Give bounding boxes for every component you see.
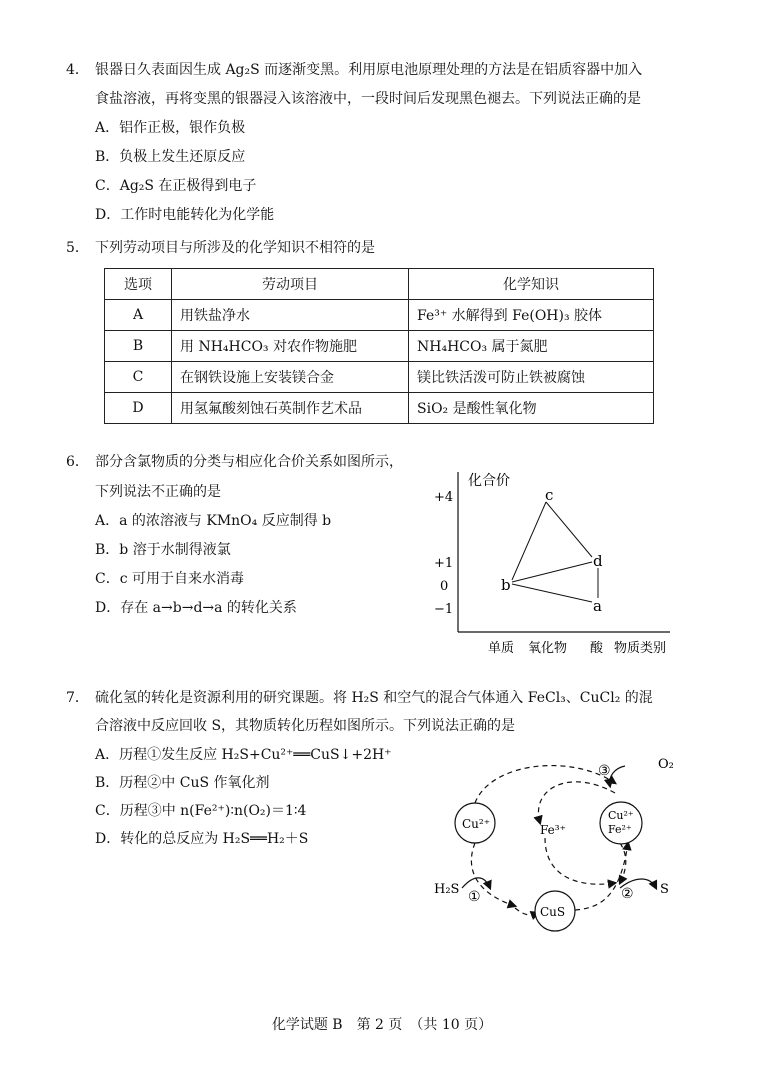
cycle-arrow-right: [620, 843, 626, 883]
s-label: S: [660, 882, 669, 897]
q4-option-b: B．负极上发生还原反应: [95, 149, 246, 165]
q4-option-a: A．铝作正极，银作负极: [95, 120, 246, 136]
table-cell: NH₄HCO₃ 属于氮肥: [409, 331, 654, 362]
step1-label: ①: [468, 889, 481, 905]
q7-option-c: C．历程③中 n(Fe²⁺)∶n(O₂)＝1∶4: [95, 803, 307, 819]
table-cell: Fe³⁺ 水解得到 Fe(OH)₃ 胶体: [409, 300, 654, 331]
q7-option-b: B．历程②中 CuS 作氧化剂: [95, 775, 270, 791]
fe2-label: Fe²⁺: [608, 823, 632, 836]
line-b-d: [512, 562, 592, 582]
q4-option-d: D．工作时电能转化为化学能: [95, 207, 275, 223]
point-b-label: b: [501, 576, 511, 594]
x-tick-label: 物质类别: [614, 641, 667, 656]
table-row: [105, 393, 654, 424]
table-cell: 用 NH₄HCO₃ 对农作物施肥: [172, 331, 409, 362]
conversion-diagram: [420, 748, 690, 943]
point-c-label: c: [545, 486, 554, 504]
o2-input-arrow: [610, 766, 625, 786]
cu2-label-2: Cu²⁺: [608, 809, 634, 822]
cus-label: CuS: [540, 905, 566, 919]
y-tick-label: 0: [440, 579, 449, 594]
table-row: [105, 331, 654, 362]
q6-option-b: B．b 溶于水制得液氯: [95, 542, 231, 558]
q6-option-d: D．存在 a→b→d→a 的转化关系: [95, 600, 297, 616]
q4-stem-line1: 银器日久表面因生成 Ag₂S 而逐渐变黑。利用原电池原理处理的方法是在铝质容器中加入: [95, 62, 643, 78]
q5-number: 5．: [66, 240, 89, 256]
table-cell: A: [105, 300, 172, 331]
table-header: 选项: [105, 269, 172, 300]
cu2-label: Cu²⁺: [462, 817, 491, 831]
table-cell: D: [105, 393, 172, 424]
o2-label: O₂: [658, 757, 674, 772]
q4-number: 4．: [66, 62, 89, 78]
q6-stem-line2: 下列说法不正确的是: [95, 484, 221, 500]
q5-table: [104, 268, 654, 424]
table-cell: 镁比铁活泼可防止铁被腐蚀: [409, 362, 654, 393]
table-cell: 用铁盐净水: [172, 300, 409, 331]
table-cell: 用氢氟酸刻蚀石英制作艺术品: [172, 393, 409, 424]
page-footer: 化学试题 B 第 2 页 （共 10 页）: [271, 1017, 493, 1033]
fe3-label: Fe³⁺: [540, 823, 566, 837]
step3-label: ③: [598, 763, 611, 779]
y-tick-label: +1: [434, 556, 454, 571]
q4-stem-line2: 食盐溶液，再将变黑的银器浸入该溶液中，一段时间后发现黑色褪去。下列说法正确的是: [95, 91, 641, 107]
cycle-arrow-inner-bottom: [545, 838, 615, 884]
q7-number: 7．: [66, 690, 89, 706]
step2-label: ②: [621, 886, 634, 902]
y-tick-label: +4: [434, 490, 454, 505]
h2s-label: H₂S: [434, 882, 460, 897]
q6-number: 6．: [66, 454, 89, 470]
valence-graph: [420, 462, 700, 662]
q6-option-a: A．a 的浓溶液与 KMnO₄ 反应制得 b: [95, 513, 332, 529]
table-cell: 在钢铁设施上安装镁合金: [172, 362, 409, 393]
table-row: [105, 300, 654, 331]
y-axis-label: 化合价: [468, 473, 510, 489]
table-header-row: [105, 269, 654, 300]
table-cell: B: [105, 331, 172, 362]
y-tick-label: −1: [434, 602, 454, 617]
table-row: [105, 362, 654, 393]
q6-option-c: C．c 可用于自来水消毒: [95, 571, 245, 587]
q7-stem-line1: 硫化氢的转化是资源利用的研究课题。将 H₂S 和空气的混合气体通入 FeCl₃、CuCl₂ 的混: [95, 690, 653, 706]
point-a-label: a: [593, 597, 602, 615]
q6-stem-line1: 部分含氯物质的分类与相应化合价关系如图所示，: [95, 454, 403, 470]
line-b-c: [512, 502, 546, 580]
x-tick-label: 氧化物: [528, 641, 568, 656]
point-d-label: d: [593, 552, 603, 570]
x-tick-label: 酸: [590, 641, 604, 656]
x-tick-label: 单质: [488, 641, 515, 656]
line-b-a: [512, 584, 592, 602]
table-cell: SiO₂ 是酸性氧化物: [409, 393, 654, 424]
q7-stem-line2: 合溶液中反应回收 S，其物质转化历程如图所示。下列说法正确的是: [95, 718, 516, 734]
table-header: 化学知识: [409, 269, 654, 300]
q4-option-c: C．Ag₂S 在正极得到电子: [95, 178, 257, 194]
q7-option-a: A．历程①发生反应 H₂S+Cu²⁺══CuS↓+2H⁺: [95, 747, 392, 763]
table-header: 劳动项目: [172, 269, 409, 300]
line-c-d: [546, 502, 592, 557]
table-cell: C: [105, 362, 172, 393]
q7-option-d: D．转化的总反应为 H₂S══H₂＋S: [95, 831, 309, 847]
q5-stem: 下列劳动项目与所涉及的化学知识不相符的是: [95, 240, 375, 256]
